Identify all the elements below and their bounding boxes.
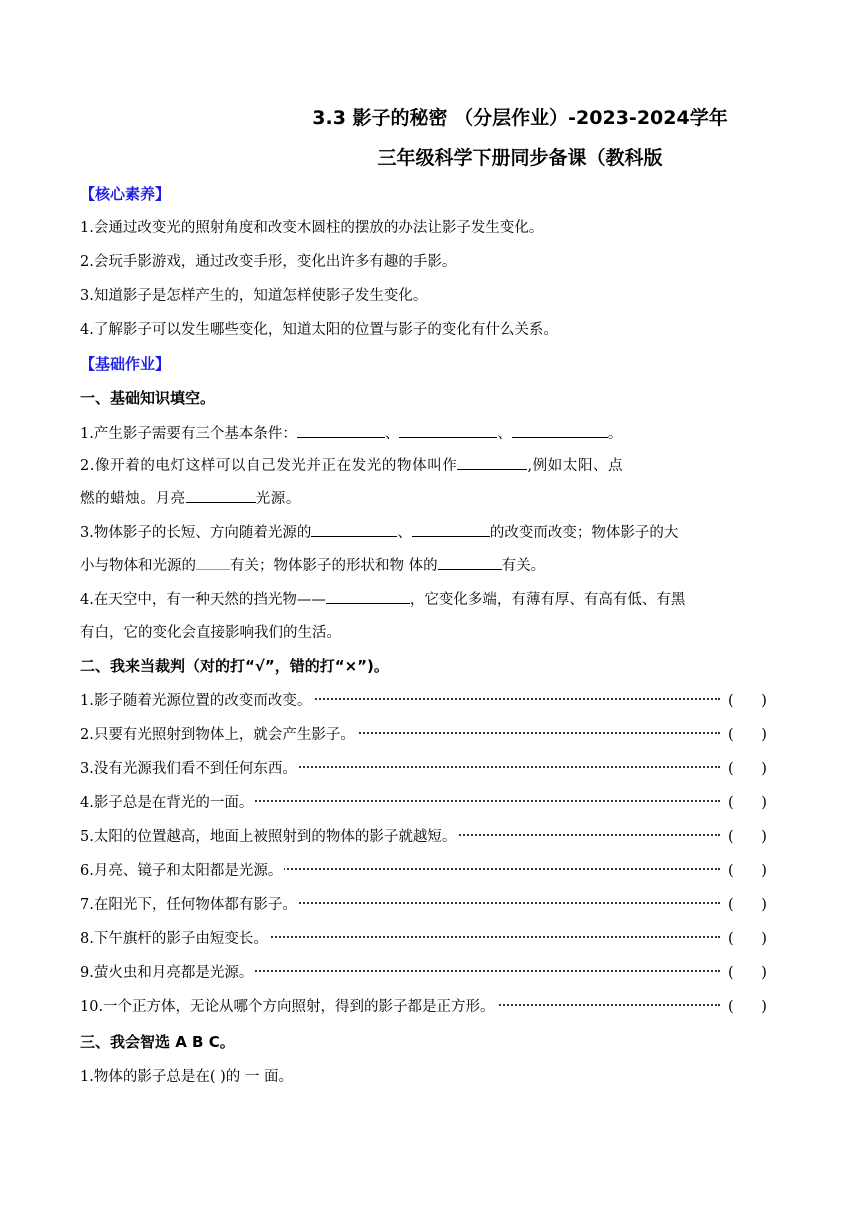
answer-parentheses[interactable]: ( )	[728, 931, 767, 947]
document-title-line2: 三年级科学下册同步备课（教科版	[377, 147, 663, 169]
fill-question-4	[80, 584, 780, 650]
answer-blank[interactable]	[297, 421, 385, 438]
separator: 、	[397, 525, 412, 541]
answer-parentheses[interactable]: ( )	[728, 965, 767, 981]
judge-item: 6.月亮、镜子和太阳都是光源。 ( )	[80, 860, 780, 882]
answer-blank[interactable]	[399, 421, 497, 438]
fill-q4-text-c: 有白，它的变化会直接影响我们的生活。	[80, 625, 341, 641]
answer-parentheses[interactable]: ( )	[728, 693, 767, 709]
answer-blank[interactable]	[512, 421, 608, 438]
judge-item: 4.影子总是在背光的一面。 ( )	[80, 792, 780, 814]
fill-q3-text-c: 的改变而改变；物体影子的大	[489, 525, 679, 541]
judge-item: 5.太阳的位置越高，地面上被照射到的物体的影子就越短。 ( )	[80, 826, 780, 848]
fill-q2-text: 2.像开着的电灯这样可以自己发光并正在发光的物体叫作	[80, 458, 458, 474]
judge-item: 1.影子随着光源位置的改变而改变。 ( )	[80, 690, 780, 712]
fill-q1-text: 1.产生影子需要有三个基本条件：	[80, 426, 297, 442]
judge-item: 8.下午旗杆的影子由短变长。 ( )	[80, 928, 780, 950]
fill-question-2	[80, 450, 780, 516]
judge-item: 9.萤火虫和月亮都是光源。 ( )	[80, 962, 780, 984]
answer-blank[interactable]	[326, 587, 410, 604]
fill-q3-text-e: 有关；物体影子的形状和物 体的	[230, 558, 438, 574]
section1-title: 一、基础知识填空。	[80, 389, 216, 407]
document-title-line1: 3.3 影子的秘密 （分层作业）-2023-2024学年	[312, 107, 728, 129]
answer-parentheses[interactable]: ( )	[728, 829, 767, 845]
fill-q3-text-f: 有关。	[501, 558, 546, 574]
answer-blank[interactable]	[196, 553, 230, 570]
separator: 、	[384, 426, 400, 442]
fill-q3-text-d: 小与物体和光源的	[80, 558, 196, 574]
judge-item: 10.一个正方体，无论从哪个方向照射，得到的影子都是正方形。 ( )	[80, 996, 780, 1018]
period: 。	[607, 426, 623, 442]
fill-q4-text-b: ，它变化多端，有薄有厚、有高有低、有黑	[409, 592, 686, 608]
fill-q3-text: 3.物体影子的长短、方向随着光源的	[80, 525, 312, 541]
choice-question-1: 1.物体的影子总是在( )的 一 面。	[80, 1069, 293, 1085]
answer-blank[interactable]	[311, 520, 397, 537]
fill-q2-text-d: 光源。	[255, 491, 302, 507]
judge-item: 7.在阳光下，任何物体都有影子。 ( )	[80, 894, 780, 916]
answer-parentheses[interactable]: ( )	[728, 999, 767, 1015]
core-item-2: 2.会玩手影游戏，通过改变手形，变化出许多有趣的手影。	[80, 254, 457, 270]
answer-parentheses[interactable]: ( )	[728, 863, 767, 879]
answer-parentheses[interactable]: ( )	[728, 761, 767, 777]
fill-q2-text-b: ,例如太阳、点	[527, 458, 624, 474]
answer-parentheses[interactable]: ( )	[728, 897, 767, 913]
judge-item: 2.只要有光照射到物体上，就会产生影子。 ( )	[80, 724, 780, 746]
fill-question-3	[80, 517, 780, 583]
judge-item: 3.没有光源我们看不到任何东西。 ( )	[80, 758, 780, 780]
answer-parentheses[interactable]: ( )	[728, 727, 767, 743]
section3-title: 三、我会智选 A B C。	[80, 1033, 235, 1051]
fill-q4-text: 4.在天空中，有一种天然的挡光物——	[80, 592, 326, 608]
answer-blank[interactable]	[438, 553, 502, 570]
fill-q2-text-c: 燃的蜡烛。月亮	[80, 491, 186, 507]
core-item-4: 4.了解影子可以发生哪些变化，知道太阳的位置与影子的变化有什么关系。	[80, 322, 558, 338]
basic-homework-heading: 【基础作业】	[80, 355, 171, 373]
section2-title: 二、我来当裁判（对的打“√”，错的打“×”)。	[80, 657, 389, 675]
core-literacy-heading: 【核心素养】	[80, 185, 171, 203]
fill-question-1	[80, 421, 780, 445]
answer-blank[interactable]	[457, 453, 527, 470]
separator: 、	[497, 426, 512, 442]
core-item-3: 3.知道影子是怎样产生的，知道怎样使影子发生变化。	[80, 288, 428, 304]
core-item-1: 1.会通过改变光的照射角度和改变木圆柱的摆放的办法让影子发生变化。	[80, 220, 544, 236]
answer-blank[interactable]	[412, 520, 490, 537]
answer-parentheses[interactable]: ( )	[728, 795, 767, 811]
answer-blank[interactable]	[186, 486, 256, 503]
